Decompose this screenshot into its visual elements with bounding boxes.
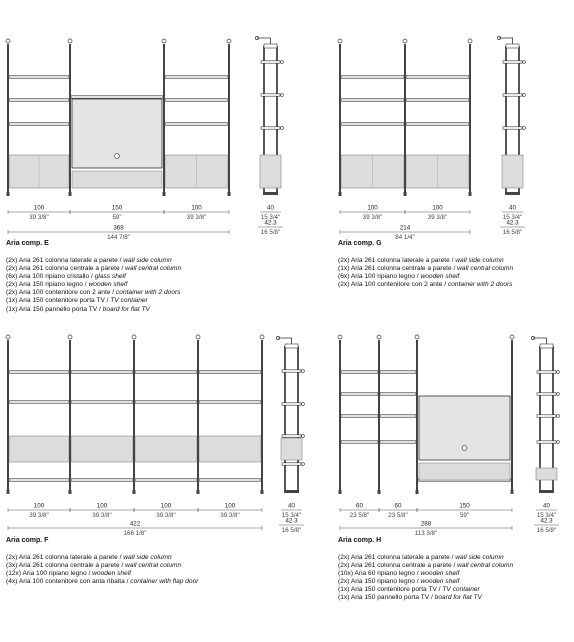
shelf	[199, 479, 261, 481]
side-foot	[263, 192, 278, 195]
component-item	[6, 265, 276, 273]
component-item-en: wooden shelf	[420, 578, 460, 586]
shelf	[9, 99, 69, 101]
bay-width-cm: 100	[432, 204, 443, 212]
spec-title-h: Aria comp. H	[338, 537, 382, 544]
side-depth-cm: 40	[509, 204, 516, 212]
shelf	[380, 371, 416, 373]
component-item-en: wall central column	[457, 562, 514, 570]
component-item-en: container with 2 doors	[115, 289, 181, 297]
side-overall-in: 16 5/8"	[260, 229, 281, 236]
column-foot	[7, 192, 10, 196]
component-item-it: (2x) Aria 261 colonna laterale a parete /	[338, 257, 456, 264]
side-shelf-peg	[302, 403, 305, 406]
column-cap	[338, 39, 342, 43]
column-foot	[404, 192, 407, 196]
bay-width-in: 39 3/8"	[29, 214, 49, 221]
component-item-it: (6x) Aria 100 ripiano legno /	[338, 273, 421, 281]
side-shelf-peg	[281, 61, 284, 64]
side-shelf-peg	[281, 127, 284, 130]
column-foot	[261, 490, 264, 494]
side-shelf	[537, 393, 556, 395]
side-shelf-peg	[557, 415, 560, 418]
column-cap	[415, 335, 419, 339]
side-depth-in: 15 3/4"	[502, 214, 523, 221]
side-shelf-peg	[557, 441, 560, 444]
side-depth-cm: 40	[543, 502, 550, 510]
spec-title-f: Aria comp. F	[6, 537, 49, 544]
component-item	[338, 586, 574, 594]
component-item-en: wall side column	[123, 554, 172, 561]
component-item-en: container with 2 doors	[447, 281, 513, 289]
component-item-en: TV container	[110, 297, 148, 305]
bay-width-cm: 60	[356, 502, 363, 510]
side-shelf-peg	[523, 61, 526, 64]
shelf	[9, 123, 69, 125]
bay-width-cm: 100	[191, 204, 202, 212]
container	[71, 436, 133, 462]
spec-title-e: Aria comp. E	[6, 240, 49, 247]
bay-width-cm: 100	[96, 502, 108, 510]
shelf	[341, 123, 404, 125]
shelf	[406, 76, 469, 78]
shelf	[9, 371, 69, 373]
component-item	[338, 594, 574, 602]
component-item-it: (2x) Aria 150 ripiano legno /	[6, 281, 89, 289]
column-foot	[511, 490, 514, 494]
column-foot	[339, 192, 342, 196]
column-foot	[197, 490, 200, 494]
bay-width-cm: 100	[33, 502, 45, 510]
column-cap	[68, 39, 72, 43]
spec-title-g: Aria comp. G	[338, 240, 382, 247]
side-overall-in: 16 5/8"	[281, 527, 302, 534]
component-item-it: (1x) Aria 150 pannello porta TV /	[6, 305, 103, 313]
shelf	[341, 393, 378, 395]
shelf	[380, 441, 416, 443]
component-item-it: (1x) Aria 150 contenitore porta TV /	[338, 586, 443, 594]
component-item-it: (6x) Aria 100 ripiano cristallo /	[6, 273, 95, 281]
total-width-cm: 422	[129, 520, 141, 528]
column-foot	[339, 490, 342, 494]
side-shelf-peg	[523, 127, 526, 130]
side-shelf	[261, 61, 280, 63]
side-overall-cm: 42.3	[540, 517, 553, 525]
column-cap	[132, 335, 136, 339]
shelf	[406, 99, 469, 101]
side-depth-in: 15 3/4"	[536, 512, 557, 519]
shelf	[199, 401, 261, 403]
component-item-en: wall central column	[125, 265, 182, 273]
component-item	[6, 562, 276, 570]
container	[419, 463, 510, 480]
shelf	[135, 401, 197, 403]
total-width-cm: 288	[420, 520, 432, 528]
component-item-it: (3x) Aria 261 colonna centrale a parete /	[6, 562, 126, 570]
side-shelf-peg	[281, 94, 284, 97]
component-item	[6, 554, 276, 562]
bay-width-cm: 60	[394, 502, 402, 510]
shelf	[71, 371, 133, 373]
component-item	[6, 289, 276, 297]
component-item-en: wall side column	[455, 257, 504, 264]
shelf	[71, 479, 133, 481]
side-shelf	[282, 370, 301, 372]
bay-width-in: 39 3/8"	[92, 512, 112, 519]
elevation-e	[6, 36, 283, 234]
tv-panel-knob	[462, 446, 467, 451]
side-top-cap	[540, 344, 553, 348]
component-item-en: board for flat TV	[434, 594, 482, 602]
component-item	[338, 562, 574, 570]
bay-width-cm: 150	[459, 502, 470, 510]
bay-width-cm: 150	[111, 204, 123, 212]
column-cap	[162, 39, 166, 43]
component-item-it: (2x) Aria 100 contenitore con 2 ante /	[338, 281, 448, 289]
column-cap	[403, 39, 407, 43]
component-item-it: (2x) Aria 261 colonna laterale a parete /	[338, 554, 456, 561]
component-item-en: container with flap door	[130, 578, 199, 586]
bay-width-in: 23 5/8"	[388, 512, 408, 519]
component-item	[6, 273, 276, 281]
component-item	[338, 281, 574, 289]
column-cap	[227, 39, 231, 43]
side-shelf-peg	[302, 463, 305, 466]
column-cap	[260, 335, 264, 339]
side-shelf	[282, 435, 301, 437]
side-depth-in: 15 3/4"	[281, 512, 302, 519]
shelf	[135, 371, 197, 373]
side-shelf	[537, 415, 556, 417]
component-item-it: (10x) Aria 60 ripiano legno /	[338, 570, 421, 578]
column-foot	[469, 192, 472, 196]
total-width-in: 144 7/8"	[107, 234, 130, 241]
component-list-f	[6, 554, 276, 586]
spec-block-h	[338, 537, 574, 603]
component-item	[6, 297, 276, 305]
side-container	[536, 468, 557, 480]
bay-width-in: 39 3/8"	[362, 214, 383, 221]
component-item	[338, 273, 574, 281]
column-foot	[416, 490, 419, 494]
component-item-it: (2x) Aria 261 colonna laterale a parete /	[6, 554, 124, 561]
component-item	[6, 306, 276, 314]
side-overall-cm: 42.3	[264, 219, 277, 227]
shelf	[341, 441, 378, 443]
column-foot	[378, 490, 381, 494]
side-shelf-peg	[557, 371, 560, 374]
component-list-h	[338, 554, 574, 603]
shelf	[199, 371, 261, 373]
bay-width-in: 59"	[459, 512, 470, 519]
column-foot	[69, 490, 72, 494]
side-shelf	[261, 127, 280, 129]
side-shelf-peg	[302, 370, 305, 373]
side-foot	[505, 192, 520, 195]
component-item-it: (2x) Aria 150 ripiano legno /	[338, 578, 421, 586]
bay-width-in: 59"	[112, 214, 122, 221]
component-item-en: wooden shelf	[88, 281, 128, 289]
total-width-cm: 368	[113, 224, 124, 232]
side-shelf	[537, 371, 556, 373]
side-view	[255, 36, 283, 227]
side-foot	[284, 490, 299, 493]
side-shelf	[503, 61, 522, 63]
side-depth-cm: 40	[267, 204, 274, 212]
column-foot	[7, 490, 10, 494]
component-item-it: (4x) Aria 100 contenitore con anta ribalta /	[6, 578, 131, 586]
component-item	[338, 570, 574, 578]
shelf	[406, 123, 469, 125]
column-cap	[196, 335, 200, 339]
side-container	[281, 438, 302, 460]
side-shelf	[503, 127, 522, 129]
side-shelf	[261, 94, 280, 96]
side-shelf-peg	[302, 435, 305, 438]
component-item	[6, 578, 276, 586]
component-item-en: wall central column	[457, 265, 514, 273]
side-view	[531, 336, 559, 525]
container	[9, 436, 69, 462]
column-foot	[69, 192, 72, 196]
container	[72, 171, 162, 188]
component-item-it: (2x) Aria 261 colonna centrale a parete /	[338, 562, 458, 570]
side-overall-in: 16 5/8"	[536, 527, 557, 534]
bay-width-in: 39 3/8"	[186, 214, 207, 221]
shelf	[165, 123, 228, 125]
component-item-en: wall side column	[123, 257, 172, 264]
side-depth-in: 15 3/4"	[260, 214, 281, 221]
container	[199, 436, 261, 462]
side-view	[276, 336, 304, 525]
total-width-in: 166 1/8"	[123, 530, 147, 537]
total-width-in: 113 3/8"	[414, 530, 438, 537]
side-container	[502, 155, 523, 188]
shelf	[341, 99, 404, 101]
side-depth-cm: 40	[288, 502, 295, 510]
spec-block-e	[6, 240, 276, 314]
column-cap	[6, 39, 10, 43]
bay-width-in: 39 3/8"	[220, 512, 240, 519]
side-shelf-peg	[557, 393, 560, 396]
component-item-it: (2x) Aria 100 contenitore con 2 ante /	[6, 289, 116, 297]
bay-width-in: 23 5/8"	[349, 512, 370, 519]
component-list-g	[338, 257, 574, 289]
component-item	[6, 281, 276, 289]
component-item-en: TV container	[442, 586, 480, 594]
side-view	[497, 36, 525, 227]
shelf	[135, 479, 197, 481]
component-item	[338, 257, 574, 265]
component-item-it: (12x) Aria 100 ripiano legno /	[6, 570, 93, 578]
component-item-en: glass shelf	[94, 273, 126, 281]
component-item-en: board for flat TV	[102, 305, 150, 313]
container	[135, 436, 197, 462]
column-foot	[163, 192, 166, 196]
component-item-it: (1x) Aria 150 contenitore porta TV /	[6, 297, 111, 305]
component-item-en: wall side column	[455, 554, 504, 561]
bay-width-cm: 100	[367, 204, 378, 212]
shelf	[71, 401, 133, 403]
bay-width-in: 39 3/8"	[29, 512, 49, 519]
component-item	[6, 257, 276, 265]
component-item-en: wall central column	[125, 562, 182, 570]
component-item-it: (2x) Aria 261 colonna laterale a parete /	[6, 257, 124, 264]
side-shelf-peg	[523, 94, 526, 97]
column-cap	[377, 335, 381, 339]
shelf	[380, 393, 416, 395]
shelf	[380, 415, 416, 417]
column-cap	[468, 39, 472, 43]
column-cap	[510, 335, 514, 339]
bay-width-cm: 100	[224, 502, 236, 510]
elevation-f	[6, 335, 304, 530]
column-foot	[228, 192, 231, 196]
shelf	[341, 76, 404, 78]
tv-panel-knob	[115, 154, 120, 159]
bay-width-cm: 100	[160, 502, 172, 510]
shelf	[341, 371, 378, 373]
shelf	[165, 99, 228, 101]
component-item-en: wooden shelf	[92, 570, 131, 578]
component-list-e	[6, 257, 276, 314]
component-item-it: (2x) Aria 261 colonna centrale a parete /	[6, 265, 126, 273]
component-item-it: (1x) Aria 261 colonna centrale a parete /	[338, 265, 458, 273]
component-item	[6, 570, 276, 578]
component-item	[338, 578, 574, 586]
side-overall-cm: 42.3	[285, 517, 298, 525]
bay-width-cm: 100	[33, 204, 45, 212]
bay-width-in: 39 3/8"	[427, 214, 448, 221]
side-top-cap	[285, 344, 298, 348]
side-top-cap	[264, 44, 277, 48]
column-cap	[338, 335, 342, 339]
side-shelf	[503, 94, 522, 96]
total-width-in: 84 1/4"	[395, 234, 415, 241]
bay-width-in: 39 3/8"	[156, 512, 176, 519]
side-shelf	[282, 403, 301, 405]
spec-block-g	[338, 240, 574, 289]
component-item	[338, 265, 574, 273]
column-cap	[68, 335, 72, 339]
shelf	[165, 76, 228, 78]
side-overall-in: 16 5/8"	[502, 229, 523, 236]
component-item-it: (1x) Aria 150 pannello porta TV /	[338, 594, 435, 602]
component-item-en: wooden shelf	[420, 570, 460, 578]
component-item	[338, 554, 574, 562]
shelf	[341, 415, 378, 417]
side-foot	[539, 490, 554, 493]
shelf	[9, 479, 69, 481]
total-width-cm: 214	[399, 224, 411, 232]
column-cap	[6, 335, 10, 339]
column-foot	[133, 490, 136, 494]
side-shelf	[282, 463, 301, 465]
spec-block-f	[6, 537, 276, 586]
side-top-cap	[506, 44, 519, 48]
shelf	[9, 76, 69, 78]
elevation-h	[338, 335, 559, 530]
component-item-en: wooden shelf	[420, 273, 460, 281]
side-container	[260, 155, 281, 188]
shelf	[71, 96, 163, 98]
side-shelf	[537, 441, 556, 443]
side-overall-cm: 42.3	[506, 219, 519, 227]
shelf	[9, 401, 69, 403]
